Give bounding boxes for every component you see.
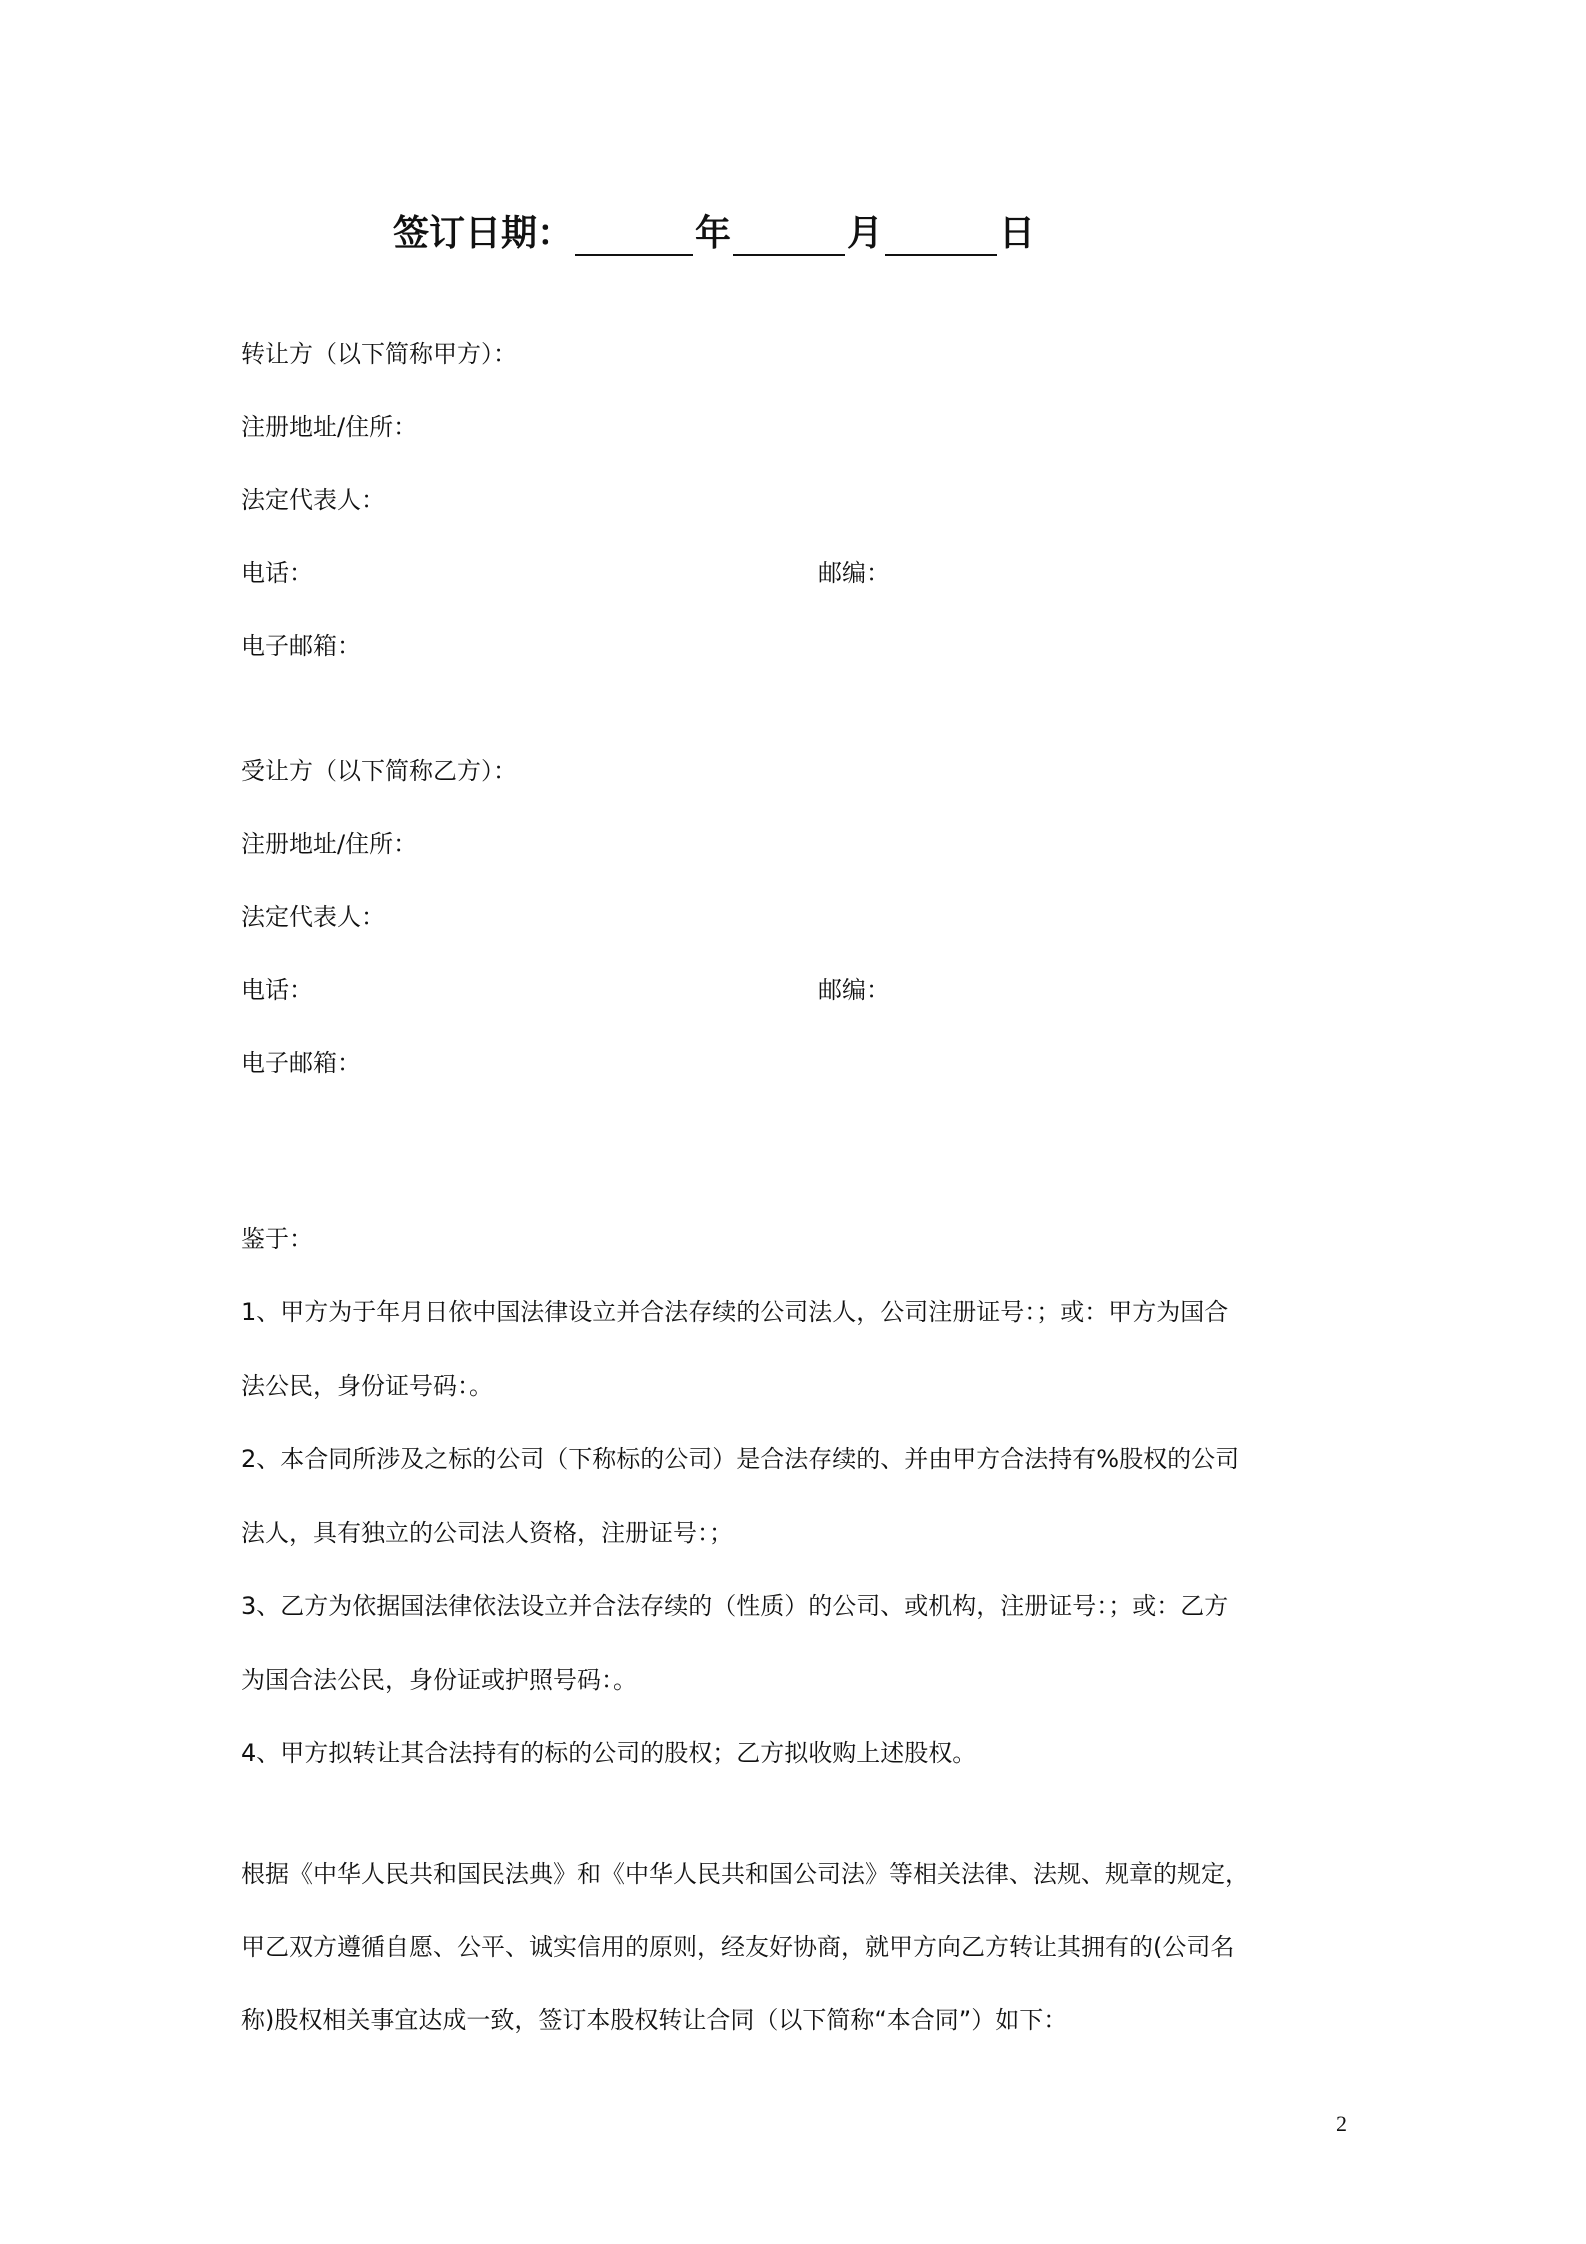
year-blank: [575, 210, 693, 256]
day-blank: [885, 210, 997, 256]
preamble-line-1: 根据《中华人民共和国民法典》和《中华人民共和国公司法》等相关法律、法规、规章的规定，: [241, 1860, 1249, 1888]
party-b-postcode: 邮编：: [818, 976, 890, 1004]
whereas-item-3-line-1: 3、乙方为依据国法律依法设立并合法存续的（性质）的公司、或机构，注册证号：；或：乙方: [241, 1592, 1229, 1620]
party-b-representative: 法定代表人：: [241, 903, 385, 931]
party-a-address: 注册地址/住所：: [241, 413, 418, 441]
party-b-address: 注册地址/住所：: [241, 830, 418, 858]
day-label: 日: [999, 213, 1036, 254]
month-blank: [733, 210, 845, 256]
party-a-email: 电子邮箱：: [241, 632, 361, 660]
preamble-line-3: 称)股权相关事宜达成一致，签订本股权转让合同（以下简称“本合同”）如下：: [241, 2006, 1068, 2034]
party-a-title: 转让方（以下简称甲方）：: [241, 340, 517, 368]
whereas-item-2-line-2: 法人，具有独立的公司法人资格，注册证号：；: [241, 1519, 733, 1547]
whereas-heading: 鉴于：: [241, 1225, 313, 1253]
whereas-item-2-line-1: 2、本合同所涉及之标的公司（下称标的公司）是合法存续的、并由甲方合法持有%股权的公司: [241, 1445, 1240, 1473]
month-label: 月: [847, 213, 884, 254]
party-a-postcode: 邮编：: [818, 559, 890, 587]
whereas-item-1-line-1: 1、甲方为于年月日依中国法律设立并合法存续的公司法人，公司注册证号：；或：甲方为国合: [241, 1298, 1229, 1326]
party-b-email: 电子邮箱：: [241, 1049, 361, 1077]
signing-date-label: 签订日期：: [393, 213, 574, 254]
party-a-representative: 法定代表人：: [241, 486, 385, 514]
year-label: 年: [695, 213, 732, 254]
signing-date-line: [393, 196, 1035, 256]
party-a-phone: 电话：: [241, 559, 313, 587]
page-number: 2: [1336, 2111, 1347, 2136]
whereas-item-3-line-2: 为国合法公民，身份证或护照号码：。: [241, 1666, 637, 1694]
whereas-item-1-line-2: 法公民，身份证号码：。: [241, 1372, 493, 1400]
whereas-item-4-line-1: 4、甲方拟转让其合法持有的标的公司的股权；乙方拟收购上述股权。: [241, 1739, 977, 1767]
party-b-phone: 电话：: [241, 976, 313, 1004]
preamble-line-2: 甲乙双方遵循自愿、公平、诚实信用的原则，经友好协商，就甲方向乙方转让其拥有的(公司名: [241, 1933, 1235, 1961]
party-b-title: 受让方（以下简称乙方）：: [241, 757, 517, 785]
